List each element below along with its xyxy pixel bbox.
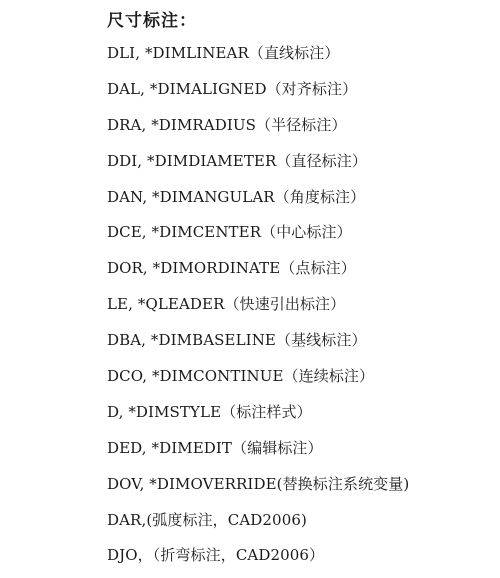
command-line-dan: DAN, *DIMANGULAR（角度标注） bbox=[107, 187, 366, 206]
command-line-dco: DCO, *DIMCONTINUE（连续标注） bbox=[107, 367, 375, 386]
command-line-le: LE, *QLEADER（快速引出标注） bbox=[107, 295, 346, 314]
command-line-dor: DOR, *DIMORDINATE（点标注） bbox=[107, 259, 356, 278]
command-line-djo: DJO，（折弯标注，CAD2006） bbox=[107, 546, 325, 565]
command-line-ded: DED, *DIMEDIT（编辑标注） bbox=[107, 438, 323, 457]
command-line-dra: DRA, *DIMRADIUS（半径标注） bbox=[107, 115, 347, 134]
command-line-dov: DOV, *DIMOVERRIDE(替换标注系统变量) bbox=[107, 474, 410, 493]
command-line-dli: DLI, *DIMLINEAR（直线标注） bbox=[107, 44, 340, 62]
command-line-dal: DAL, *DIMALIGNED（对齐标注） bbox=[107, 79, 358, 98]
command-line-dba: DBA, *DIMBASELINE（基线标注） bbox=[107, 331, 367, 350]
command-line-ddi: DDI, *DIMDIAMETER（直径标注） bbox=[107, 151, 367, 170]
command-line-d: D, *DIMSTYLE（标注样式） bbox=[107, 402, 312, 421]
command-list bbox=[107, 40, 409, 578]
section-heading: 尺寸标注： bbox=[107, 11, 197, 31]
command-line-dce: DCE, *DIMCENTER（中心标注） bbox=[107, 223, 352, 242]
command-line-dar: DAR,(弧度标注，CAD2006) bbox=[107, 510, 307, 529]
